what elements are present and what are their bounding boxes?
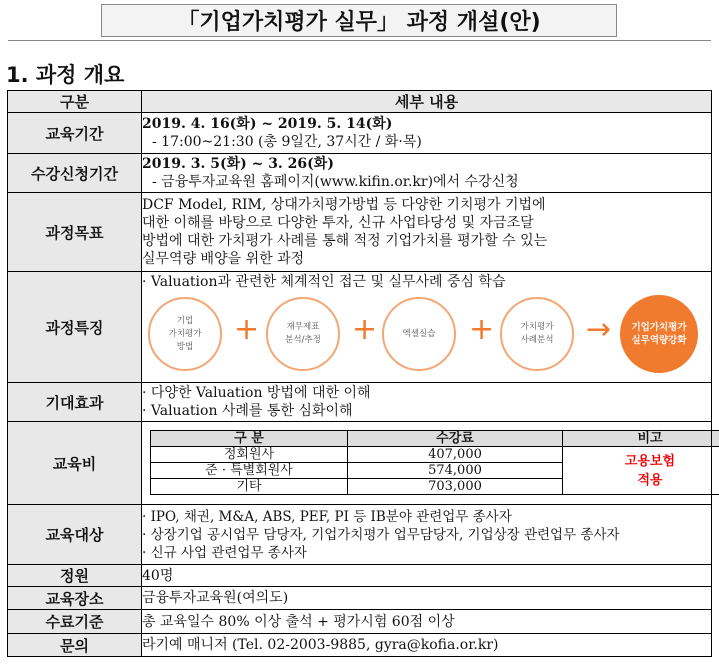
period-dates: 2019. 4. 16(화) ~ 2019. 5. 14(화) bbox=[142, 116, 393, 132]
fee-insurance-note: 고용보험 적용 bbox=[563, 447, 719, 495]
step-circle-case-analysis: 가치평가 사례분석 bbox=[500, 297, 574, 371]
plus-icon: + bbox=[352, 312, 378, 347]
target-line: · IPO, 채권, M&A, ABS, PEF, PI 등 IB분야 관련업무 종사자 bbox=[142, 508, 512, 525]
fee-amount: 574,000 bbox=[348, 463, 563, 479]
row-registration bbox=[8, 154, 712, 193]
effect-value bbox=[142, 383, 712, 422]
row-target bbox=[8, 505, 712, 565]
row-completion bbox=[8, 610, 712, 634]
fee-row bbox=[151, 447, 719, 463]
step-circle-financial-analysis: 재무제표 분석/추정 bbox=[266, 297, 340, 371]
fee-member-type: 기타 bbox=[151, 479, 348, 495]
header-category: 구분 bbox=[8, 91, 142, 113]
period-label: 교육기간 bbox=[8, 113, 142, 154]
goal-line: 방법에 대한 가치평가 사례를 통해 적정 기업가치를 평가할 수 있는 bbox=[142, 233, 548, 249]
fee-label: 교육비 bbox=[8, 422, 142, 505]
row-capacity bbox=[8, 565, 712, 587]
fee-member-type: 정회원사 bbox=[151, 447, 348, 463]
target-line: · 상장기업 공시업무 담당자, 기업가치평가 업무담당자, 기업상장 관련업무 종사자 bbox=[142, 526, 620, 543]
goal-line: 실무역량 배양을 위한 과정 bbox=[142, 251, 305, 267]
fee-header-row bbox=[151, 431, 719, 447]
registration-label: 수강신청기간 bbox=[8, 154, 142, 193]
row-contact bbox=[8, 634, 712, 657]
goal-label: 과정목표 bbox=[8, 193, 142, 272]
row-fee bbox=[8, 422, 712, 505]
target-value bbox=[142, 505, 712, 565]
registration-method: - 금융투자교육원 홈페이지(www.kifin.or.kr)에서 수강신청 bbox=[152, 174, 519, 190]
registration-dates: 2019. 3. 5(화) ~ 3. 26(화) bbox=[142, 156, 334, 172]
fee-member-type: 준 · 특별회원사 bbox=[151, 463, 348, 479]
plus-icon: + bbox=[234, 312, 260, 347]
contact-label: 문의 bbox=[8, 634, 142, 657]
fee-amount: 703,000 bbox=[348, 479, 563, 495]
section-heading: 1. 과정 개요 bbox=[6, 63, 125, 87]
capacity-value: 40명 bbox=[142, 565, 712, 587]
effect-line: · Valuation 사례를 통한 심화이해 bbox=[142, 403, 353, 419]
features-value bbox=[142, 272, 712, 383]
target-label: 교육대상 bbox=[8, 505, 142, 565]
features-label: 과정특징 bbox=[8, 272, 142, 383]
effect-label: 기대효과 bbox=[8, 383, 142, 422]
arrow-right-icon: → bbox=[586, 312, 612, 347]
features-intro: · Valuation과 관련한 체계적인 접근 및 실무사례 중심 학습 bbox=[142, 274, 506, 290]
capacity-label: 정원 bbox=[8, 565, 142, 587]
fee-header-note: 비고 bbox=[563, 431, 719, 447]
table-header-row bbox=[8, 91, 712, 113]
registration-value bbox=[142, 154, 712, 193]
feature-flow bbox=[142, 295, 711, 381]
title-divider bbox=[8, 40, 711, 41]
completion-value: 총 교육일수 80% 이상 출석 + 평가시험 60점 이상 bbox=[142, 610, 712, 634]
fee-table bbox=[150, 430, 719, 495]
goal-line: 대한 이해를 바탕으로 다양한 투자, 신규 사업타당성 및 자금조달 bbox=[142, 215, 534, 231]
row-features bbox=[8, 272, 712, 383]
target-line: · 신규 사업 관련업무 종사자 bbox=[142, 544, 307, 561]
period-value bbox=[142, 113, 712, 154]
completion-label: 수료기준 bbox=[8, 610, 142, 634]
row-period bbox=[8, 113, 712, 154]
row-place bbox=[8, 587, 712, 610]
row-effect bbox=[8, 383, 712, 422]
goal-line: DCF Model, RIM, 상대가치평가방법 등 다양한 기치평가 기법에 bbox=[142, 197, 546, 213]
goal-value bbox=[142, 193, 712, 272]
fee-value bbox=[142, 422, 712, 505]
place-value: 금융투자교육원(여의도) bbox=[142, 587, 712, 610]
plus-icon: + bbox=[469, 312, 495, 347]
contact-value: 라기예 매니저 (Tel. 02-2003-9885, gyra@kofia.or.kr) bbox=[142, 634, 712, 657]
row-goal bbox=[8, 193, 712, 272]
overview-table bbox=[7, 90, 712, 657]
fee-header-amount: 수강료 bbox=[348, 431, 563, 447]
fee-header-type: 구 분 bbox=[151, 431, 348, 447]
effect-line: · 다양한 Valuation 방법에 대한 이해 bbox=[142, 385, 371, 401]
fee-amount: 407,000 bbox=[348, 447, 563, 463]
step-circle-valuation-method: 기업 가치평가 방법 bbox=[148, 297, 222, 371]
header-details: 세부 내용 bbox=[142, 91, 712, 113]
step-circle-excel-practice: 엑셀실습 bbox=[382, 297, 456, 371]
page-title: 「기업가치평가 실무」 과정 개설(안) bbox=[101, 4, 617, 37]
period-time: - 17:00~21:30 (총 9일간, 37시간 / 화·목) bbox=[152, 134, 422, 150]
result-circle-competency: 기업가치평가 실무역량강화 bbox=[620, 295, 698, 373]
place-label: 교육장소 bbox=[8, 587, 142, 610]
